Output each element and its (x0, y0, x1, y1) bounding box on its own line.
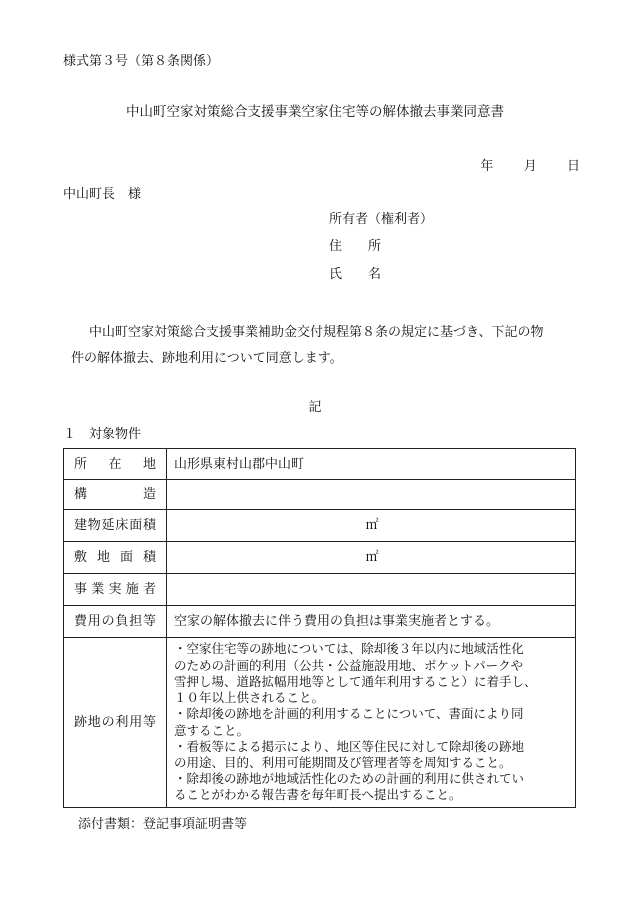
usage-line: ることがわかる報告書を毎年町長へ提出すること。 (174, 787, 462, 803)
label-structure: 構造 (74, 487, 156, 502)
owner-label: 所有者（権利者） (329, 212, 434, 227)
site-area-unit: ㎡ (167, 542, 576, 574)
table-label-cell (64, 480, 167, 510)
implementer-value (167, 574, 576, 606)
table-label-cell (64, 542, 167, 574)
usage-line: ・看板等による掲示により、地区等住民に対して除却後の跡地 (174, 738, 525, 754)
label-cost-burden: 費用の負担等 (74, 614, 156, 629)
table-label-cell (64, 510, 167, 542)
usage-line: 意すること。 (174, 722, 250, 738)
table-row (64, 542, 576, 574)
usage-line: ・除却後の跡地が地域活性化のための計画的利用に供されてい (174, 771, 525, 787)
date-line (480, 160, 580, 173)
label-floor-area: 建物延床面積 (74, 518, 156, 533)
section-heading-object: １ 対象物件 (63, 427, 142, 442)
attachments-note: 添付書類：登記事項証明書等 (78, 817, 248, 832)
table-row (64, 638, 576, 808)
usage-line: １０年以上供されること。 (174, 690, 325, 706)
consent-line-2: 件の解体撤去、跡地利用について同意します。 (71, 351, 343, 366)
consent-line-1: 中山町空家対策総合支援事業補助金交付規程第８条の規定に基づき、下記の物 (89, 325, 544, 340)
table-row (64, 449, 576, 480)
object-property-table (63, 448, 576, 808)
structure-value (167, 480, 576, 510)
label-implementer: 事業実施者 (74, 582, 156, 597)
cost-burden-value: 空家の解体撤去に伴う費用の負担は事業実施者とする。 (167, 606, 576, 638)
date-day: 日 (566, 159, 580, 174)
table-label-cell (64, 606, 167, 638)
location-value: 山形県東村山郡中山町 (167, 449, 576, 480)
floor-area-unit: ㎡ (167, 510, 576, 542)
table-row (64, 574, 576, 606)
label-site-area: 敷地面積 (74, 550, 156, 565)
label-location: 所在地 (74, 456, 156, 472)
table-row (64, 480, 576, 510)
usage-line: のための計画的利用（公共・公益施設用地、ポケットパークや (174, 657, 524, 673)
date-month: 月 (523, 159, 537, 174)
ki-heading: 記 (308, 400, 322, 415)
label-site-usage: 跡地の利用等 (74, 715, 156, 730)
site-usage-conditions (174, 639, 570, 805)
usage-line: ・空家住宅等の跡地については、除却後３年以内に地域活性化 (174, 641, 524, 657)
owner-name-label: 氏 名 (329, 267, 382, 282)
site-usage-cell (167, 638, 576, 808)
table-label-cell (64, 574, 167, 606)
date-year: 年 (480, 159, 494, 174)
consent-statement (63, 320, 583, 372)
table-row (64, 606, 576, 638)
table-row (64, 510, 576, 542)
usage-line: 雪押し場、道路拡幅用地等として通年利用すること）に着手し、 (174, 673, 537, 689)
usage-line: ・除却後の跡地を計画的利用することについて、書面により同 (174, 706, 524, 722)
form-number: 様式第３号（第８条関係） (63, 54, 220, 69)
document-title: 中山町空家対策総合支援事業空家住宅等の解体撤去事業同意書 (126, 104, 504, 120)
addressee: 中山町長 様 (63, 187, 142, 202)
usage-line: の用途、目的、利用可能期間及び管理者等を周知すること。 (174, 754, 512, 770)
owner-address-label: 住 所 (329, 239, 382, 254)
table-label-cell (64, 449, 167, 480)
table-label-cell (64, 638, 167, 808)
